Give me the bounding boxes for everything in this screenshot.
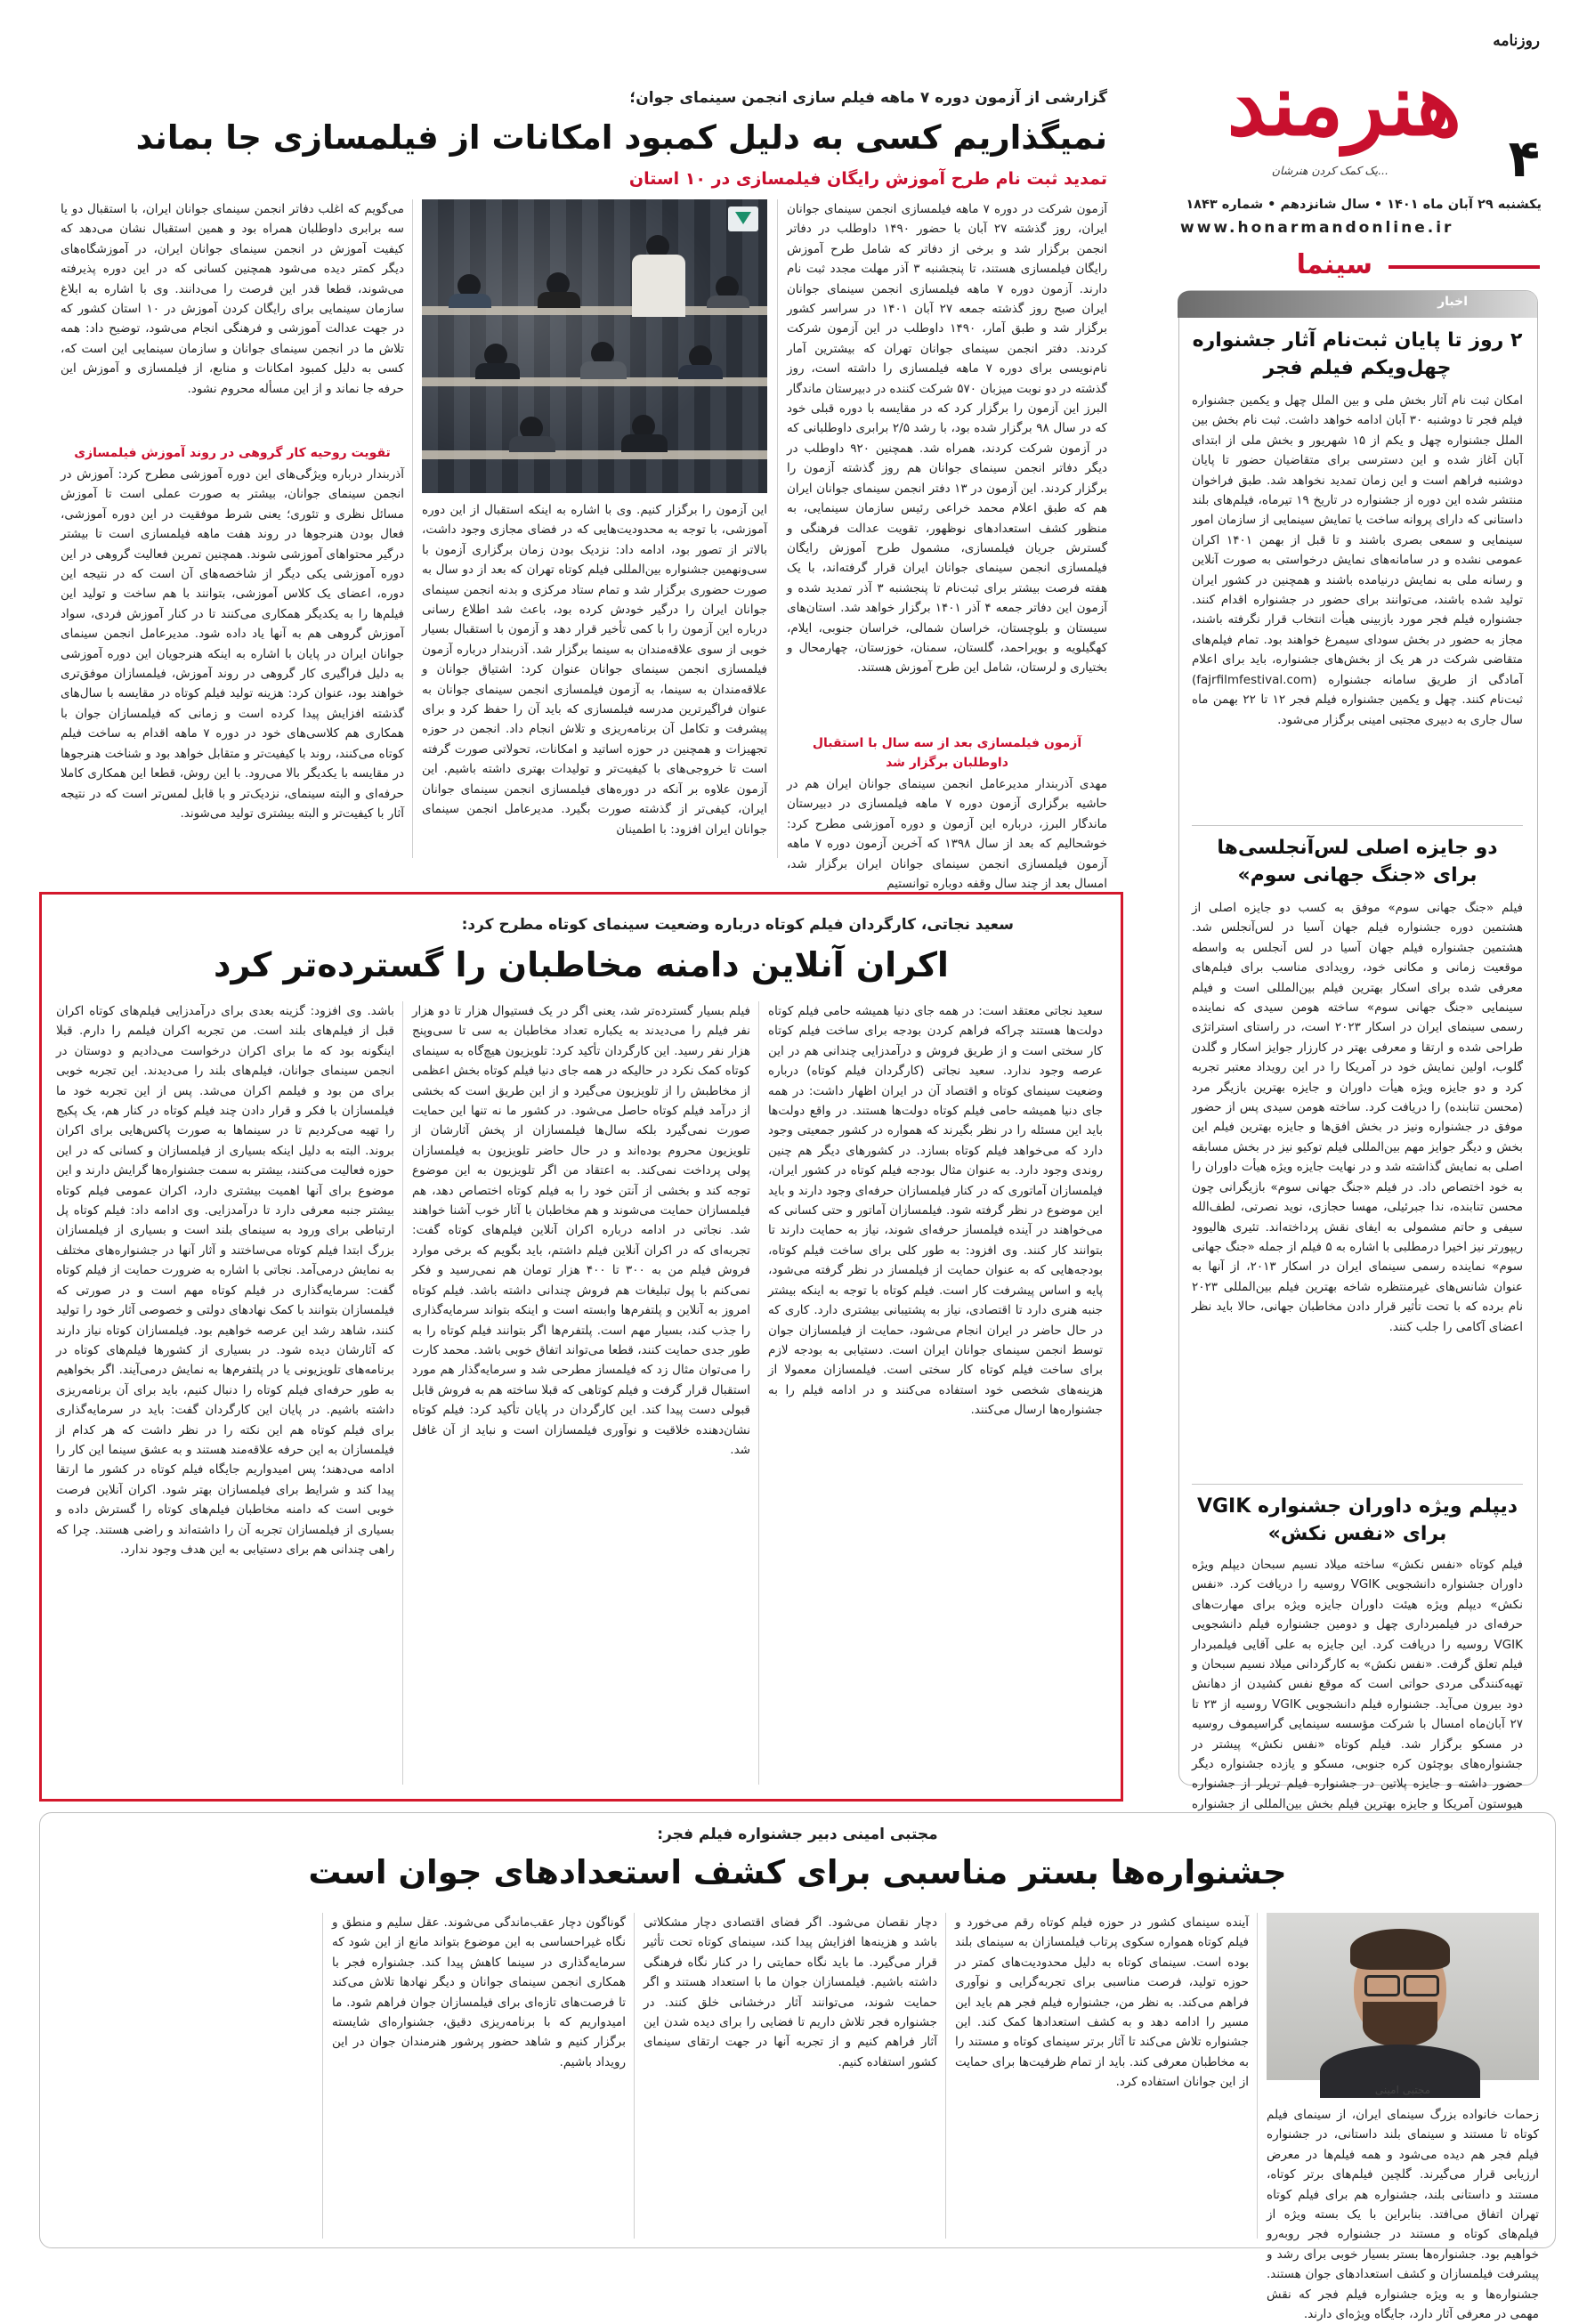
interview-kicker: سعید نجاتی، کارگردان فیلم کوتاه درباره وضعیت سینمای کوتاه مطرح کرد: xyxy=(461,916,1014,934)
lead-col-3-text: می‌گویم که اغلب دفاتر انجمن سینمای جوانان ایران، با استقبال دو یا سه برابری داوطلبان همراه بود و همین استقبال نشان می‌دهد که کیفیت آموزش در انجمن سینمای جوانان ایران، در آموزشگاه‌های دیگر کمتر دیده می‌شود همچنین کسانی که در این دوره پذیرفته می‌شوند، قطعا قدر این فرصت را می‌دانند. وی با اشاره به ابلاغ سازمان سینمایی برای رایگان کردن آموزش در ۱۰ استان کشور که در جهت عدالت آموزشی و فرهنگی انجام می‌شود، توضیح داد: همه تلاش ما در انجمن سینمای جوانان و سازمان سینمایی این است که، کسی به دلیل کمبود امکانات و منابع، از فیلمسازی و آموزش این حرفه جا نماند و از این مسأله محروم نشود. xyxy=(61,202,405,396)
lead-col-3 xyxy=(61,199,404,858)
interview-article xyxy=(39,892,1123,1802)
lead-kicker: گزارشی از آزمون دوره ۷ ماهه فیلم سازی انجمن سینمای جوان؛ xyxy=(629,89,1107,107)
lead-col-1-text: آزمون شرکت در دوره ۷ ماهه فیلمسازی انجمن سینمای جوانان ایران، روز گذشته ۲۷ آبان با حضور ۱۴۹۰ داوطلب در دفاتر انجمن برگزار شد و برخی از دفاتر که شامل طرح آموزش رایگان فیلمسازی هستند، تا پنجشنبه ۳ آذر مهلت مجدد ثبت نام دارند. آزمون دوره ۷ ماهه فیلمسازی انجمن سینمای جوانان ایران صبح روز گذشته جمعه ۲۷ آبان ۱۴۰۱ در سراسر کشور برگزار شد و طبق آمار، ۱۴۹۰ داوطلب در این آزمون شرکت کردند. دفتر انجمن سینمای جوانان تهران که بیشترین آمار نام‌نویسی برای دوره ۷ ماهه فیلمسازی را داشته است، روز گذشته در دو نوبت میزبان ۵۷۰ شرکت کننده در دبیرستان ماندگار البرز این آزمون را برگزار کرد که در مقایسه با دوره قبلی خود که در سال ۹۸ برگزار شده بود، با رشد ۲/۵ برابری داوطلبانی که در آزمون شرکت کردند، همراه شد. همچنین ۹۲۰ داوطلب در دیگر دفاتر انجمن سینمای جوانان هم روز گذشته آزمون را برگزار کردند. این آزمون در ۱۳ دفتر انجمن سینمای جوانان ایران هم که طبق اعلام محمد خراعی رئیس سازمان سینمایی، به منظور کشف استعدادهای نوظهور، تقویت عدالت فرهنگی و گسترش جریان فیلمسازی، مشمول طرح آموزش رایگان فیلمسازی انجمن سینمای جوانان ایران قرار گرفته‌اند، با یک هفته فرصت بیشتر برای ثبت‌نام تا پنجشنبه ۳ آذر تمدید شده و آزمون این دفاتر جمعه ۴ آذر ۱۴۰۱ برگزار خواهد شد. استان‌های سیستان و بلوچستان، خراسان شمالی، خراسان جنوبی، ایلام، کهگیلویه و بویراحمد، گلستان، سمنان، خوزستان، چهارمحال و بختیاری و لرستان، شامل این طرح آموزش هستند. xyxy=(787,202,1107,676)
section-rule xyxy=(1389,265,1540,269)
lead-col-1-subhead: آزمون فیلمسازی بعد از سه سال با استقبال داوطلبان برگزار شد xyxy=(812,736,1082,770)
interview-col-2: فیلم بسیار گسترده‌تر شد، یعنی اگر در یک فستیوال هزار تا دو هزار نفر فیلم را می‌دیدند به یکباره تعداد مخاطبان به سی تا سی‌وپنج هزار نفر رسید. این کارگردان تأکید کرد: تلویزیون هیچ‌گاه به سینمای کوتاه کمک نکرد در حالیکه در همه جای دنیا فیلم کوتاه بخش اعظمی از مخاطبش را از تلویزیون می‌گیرد و از این طریق است که بخشی از درآمد فیلم کوتاه حاصل می‌شود. در کشور ما نه تنها این حمایت صورت نمی‌گیرد بلکه سال‌ها فیلمسازان از پخش آثارشان از تلویزیون محروم بوده‌اند و در حال حاضر تلویزیون به فیلمسازان پولی پرداخت نمی‌کند. به اعتقاد من اگر تلویزیون به این موضوع توجه کند و بخشی از آنتن خود را به فیلم کوتاه اختصاص دهد، هم فیلمسازان حمایت می‌شوند و هم مخاطبان با آثار خوب آشنا خواهند شد. نجاتی در ادامه درباره اکران آنلاین فیلم‌های کوتاه گفت: تجربه‌ای که در اکران آنلاین فیلم داشتم، باید بگویم که برخی موارد فروش فیلم من به ۳۰۰ تا ۴۰۰ هزار تومان هم نمی‌رسید و فکر نمی‌کنم با پول تبلیغات هم فروش چندانی داشته باشد. فیلم کوتاه امروز به آنلاین و پلتفرم‌ها وابسته است و اینکه بتواند سرمایه‌گذاری را جذب کند، بسیار مهم است. پلتفرم‌ها اگر بتوانند فیلم کوتاه را به طور جدی حمایت کنند، قطعا می‌تواند اتفاق خوبی باشد. محمد کارت را می‌توان مثال زد که فیلمساز مطرحی شد و سرمایه‌گذار هم مورد استقبال قرار گرفت و فیلم کوتاهی که قبلا ساخته هم به فروش قابل قبولی دست پیدا کند. این کارگردان در پایان تأکید کرد: فیلم کوتاه نشان‌دهنده خلاقیت و نوآوری فیلمسازان است و نباید از آن غافل شد. xyxy=(412,1004,750,1457)
website[interactable]: www.honarmandonline.ir xyxy=(1180,219,1454,237)
lead-col-1-tail: مهدی آذربندار مدیرعامل انجمن سینمای جوانان ایران هم در حاشیه برگزاری آزمون دوره ۷ ماهه فیلمسازی در دبیرستان ماندگار البرز، درباره این آزمون و دوره آموزشی مطرح کرد: خوشحالیم که بعد از سال ۱۳۹۸ که آخرین آزمون دوره ۷ ماهه آزمون فیلمسازی انجمن سینمای جوانان ایران برگزار شد، امسال بعد از چند سال وقفه دوباره توانستیم xyxy=(787,777,1107,892)
interview-headline[interactable]: اکران آنلاین دامنه مخاطبان را گسترده‌تر کرد xyxy=(214,945,949,984)
bottom-col-2: آینده سینمای کشور در حوزه فیلم کوتاه رقم می‌خورد و فیلم کوتاه همواره سکوی پرتاب فیلمسازان به سینمای بلند بوده است. سینمای کوتاه به دلیل محدودیت‌های کمتر در حوزه تولید، فرصت مناسبی برای تجربه‌گرایی و نوآوری فراهم می‌کند. به نظر من، جشنواره فیلم فجر هم باید این مسیر را ادامه دهد و به کشف استعدادها کمک کند. این جشنواره تلاش می‌کند تا آثار برتر سینمای کوتاه و مستند را به مخاطبان معرفی کند. باید از تمام ظرفیت‌ها برای حمایت از این جوانان استفاده کرد. xyxy=(955,1915,1249,2090)
lead-subheadline: تمدید ثبت نام طرح آموزش رایگان فیلمسازی در ۱۰ استان xyxy=(628,169,1107,189)
lead-col-3-tail: آذربندار درباره ویژگی‌های این دوره آموزشی مطرح کرد: آموزش در انجمن سینمای جوانان، بیشتر به صورت عملی است تا آموزش مسائل نظری و تئوری؛ یعنی شرط موفقیت در این دوره آموزشی، فعال بودن هنرجوها در روند هفت ماهه فیلمسازی است تا بیشتر درگیر محتواهای آموزشی شوند. همچنین تمرین فعالیت گروهی در این دوره آموزشی یکی دیگر از شاخصه‌های آن است که در نتیجه این دوره، اعضای یک کلاس آموزشی، بتوانند با هم ساخت و تولید این فیلم‌ها را به یکدیگر همکاری می‌کنند تا در کنار آموزش فردی، سواد آموزش گروهی هم به آنها یاد داده شود. مدیرعامل انجمن سینمای جوانان ایران در پایان با اشاره به اینکه هنرجویان این دوره آموزشی به دلیل فراگیری کار گروهی در روند آموزش، فیلمسازان موفق‌تری خواهند بود، عنوان کرد: هزینه تولید فیلم کوتاه در مقایسه با سال‌های گذشته افزایش پیدا کرده است و زمانی که فیلمسازان جوان با همکاری هم کلاسی‌های خود در دوره ۷ ماهه اقدام به ساخت فیلم کوتاه می‌کنند، روند با کیفیت‌تر و متقابل خواهد بود و شناخت هنرجوها در مقایسه با یکدیگر بالا می‌رود. با این روش، قطعا این همکاری کاملا حرفه‌ای و البته سینمای، نزدیک‌تر و با قابل لمس‌تر است که در نتیجه آثار با کیفیت‌تر و البته بیشتری تولید می‌شوند. xyxy=(61,467,404,821)
news-item-title[interactable]: دیپلم ویژه داوران جشنواره VGIK برای «نفس نکش» xyxy=(1196,1495,1518,1545)
lead-article xyxy=(53,89,1116,890)
news-item xyxy=(1192,327,1523,809)
news-divider xyxy=(1192,825,1523,826)
bottom-col-4: گوناگون دچار عقب‌ماندگی می‌شوند. عقل سلیم و منطق و نگاه غیراحساسی به این موضوع بتواند مانع از این شود که سرمایه‌گذاری در سینما کاهش پیدا کند. جشنواره فجر با همکاری انجمن سینمای جوانان و دیگر نهادها تلاش می‌کند تا فرصت‌های تازه‌ای برای فیلمسازان جوان فراهم شود. ما امیدواریم که با برنامه‌ریزی دقیق، جشنواره‌ای شایسته برگزار کنیم و شاهد حضور پرشور هنرمندان جوان در این رویداد باشیم. xyxy=(332,1915,626,2069)
interview-col-1: سعید نجاتی معتقد است: در همه جای دنیا همیشه حامی فیلم کوتاه دولت‌ها هستند چراکه فراهم کردن بودجه برای ساخت فیلم کوتاه کار سختی است و از طریق فروش و درآمدزایی چندانی هم در این عرصه وجود ندارد. سعید نجاتی (کارگردان فیلم کوتاه) درباره وضعیت سینمای کوتاه و اقتصاد آن در ایران اظهار داشت: در همه جای دنیا همیشه حامی فیلم کوتاه دولت‌ها هستند. در واقع دولت‌ها باید این مسئله را در نظر بگیرند که همواره در کشور جمعیتی وجود دارد که می‌خواهد فیلم کوتاه بسازد. در کشورهای دیگر هم چنین روندی وجود دارد. به عنوان مثال بودجه فیلم کوتاه در کشور ایران، فیلمسازان آماتوری که در کنار فیلمسازان حرفه‌ای وجود دارند و باید این موضوع در نظر گرفته شود. فیلمسازان آماتور و حتی کسانی که می‌خواهند در آینده فیلمساز حرفه‌ای شوند، نیاز به حمایت دارند تا بتوانند کار کنند. وی افزود: به طور کلی برای ساخت فیلم کوتاه، بودجه‌هایی که به عنوان حمایت از فیلمساز در نظر گرفته می‌شود، پایه و اساس پیشرفت کار است. فیلم کوتاه با توجه به اینکه بیشتر جنبه هنری دارد تا اقتصادی، نیاز به پشتیبانی بیشتری دارد. کاری که در حال حاضر در ایران انجام می‌شود، حمایت از فیلمسازان جوان توسط انجمن سینمای جوانان ایران است. دستیابی به بودجه لازم برای ساخت فیلم کوتاه کار سختی است. فیلمسازان معمولا از هزینه‌های شخصی خود استفاده می‌کنند و در ادامه فیلم را به جشنواره‌ها ارسال می‌کنند. xyxy=(768,1004,1103,1418)
news-divider xyxy=(1192,1484,1523,1485)
news-item xyxy=(1192,834,1523,1494)
news-item-title[interactable]: دو جایزه اصلی لس‌آنجلسی‌ها برای «جنگ جهانی سوم» xyxy=(1217,837,1498,887)
section-label: سینما xyxy=(1296,249,1372,280)
bottom-col-1: زحمات خانواده بزرگ سینمای ایران، از سینمای فیلم کوتاه تا مستند و سینمای بلند داستانی، در جشنواره فیلم فجر هم دیده می‌شود و همه فیلم‌ها در معرض ارزیابی قرار می‌گیرند. گلچین فیلم‌های برتر کوتاه، مستند و داستانی بلند، جشنواره هم برای فیلم کوتاه تهران اتفاق می‌افتد. بنابراین با یک بسته ویژه از فیلم‌های کوتاه و مستند در جشنواره فجر روبه‌رو خواهیم بود. جشنواره‌ها بستر بسیار خوبی برای رشد و پیشرفت فیلمسازان و کشف استعدادهای جوان هستند. جشنواره‌ها و به ویژه جشنواره فیلم فجر که نقش مهمی در معرفی آثار دارد، جایگاه ویژه‌ای دارند. xyxy=(1267,2108,1539,2322)
bottom-kicker: مجتبی امینی دبیر جشنواره فیلم فجر: xyxy=(657,1826,938,1843)
news-item-body: فیلم کوتاه «نفس نکش» ساخته میلاد نسیم سبحان دیپلم ویژه داوران جشنواره دانشجویی VGIK روسیه را دریافت کرد. «نفس نکش» دیپلم ویژه هیئت داوران جایزه ویژه برای مهارت‌های حرفه‌ای در فیلمبرداری چهل و دومین جشنواره فیلم دانشجویی VGIK روسیه را دریافت کرد. این جایزه به علی آقایی فیلمبردار فیلم تعلق گرفت. «نفس نکش» به کارگردانی میلاد نسیم سبحان و تهیه‌کنندگی مردی حواتی است که موقع نفس کشیدن از دهانش دود بیرون می‌آید. جشنواره فیلم دانشجویی VGIK روسیه از ۲۳ تا ۲۷ آبان‌ماه امسال با شرکت مؤسسه سینمایی گراسیموف روسیه در مسکو برگزار شد. فیلم کوتاه «نفس نکش» پیشتر در جشنواره‌های بوچئون کره جنوبی، مسکو و یازده جشنواره دیگر حضور داشته و جایزه پلاتین در جشنواره فیلم تریلر از جشنواره هیوستون آمریکا و جایزه بهترین فیلم بخش بین‌المللی از جشنواره xyxy=(1192,1558,1523,1811)
date-line: یکشنبه ۲۹ آبان ماه ۱۴۰۱ • سال شانزدهم • شماره ۱۸۴۳ xyxy=(1186,198,1542,212)
lead-col-1 xyxy=(787,199,1107,892)
news-sidebar xyxy=(1178,290,1538,1811)
interview-col-3: باشد. وی افزود: گزینه بعدی برای درآمدزایی فیلم‌های کوتاه اکران قبل از فیلم‌های بلند است. من تجربه اکران فیلمم را دارم. قبلا اینگونه بود که ما برای اکران درخواست می‌دادیم و دوستان در انجمن سینمای جوانان، فیلم‌های بلند را می‌دیدند. این تجربه خوبی برای من بود و فیلمم اکران می‌شد. پس از این تجربه خود ما فیلمسازان با فکر و قرار دادن چند فیلم کوتاه در کنار هم، یک پکیج را تهیه می‌کردیم تا در سینماها به صورت پاکس‌هایی برای اکران بروند. البته به دلیل اینکه بسیاری از فیلمسازان و کسانی که در این حوزه فعالیت می‌کنند، بیشتر به سمت جشنواره‌ها گرایش دارند و این موضوع برای آنها اهمیت بیشتری دارد، اکران عمومی فیلم کوتاه بیشتر جنبه معرفی دارد تا درآمدزایی. وی ادامه داد: فیلم کوتاه پل ارتباطی برای ورود به سینمای بلند است و بسیاری از فیلمسازان بزرگ ابتدا فیلم کوتاه می‌ساختند و آثار آنها در جشنواره‌های مختلف به نمایش درمی‌آمد. نجاتی با اشاره به ضرورت حمایت از فیلم کوتاه گفت: سرمایه‌گذاری در فیلم کوتاه مهم است و در صورتی که فیلمسازان بتوانند با کمک نهادهای دولتی و خصوصی آثار خود را تولید کنند، شاهد رشد این عرصه خواهیم بود. فیلمسازان کوتاه نیاز دارند که آثارشان دیده شود. در بسیاری از کشورها فیلم‌های کوتاه در برنامه‌های تلویزیونی یا در پلتفرم‌ها به نمایش درمی‌آیند. اگر بخواهیم به طور حرفه‌ای فیلم کوتاه را دنبال کنیم، باید برای آن برنامه‌ریزی داشته باشیم. در پایان این کارگردان گفت: باید در سرمایه‌گذاری برای فیلم کوتاه هم این نکته را در نظر داشت که هر کدام از فیلمسازان به این حرفه علاقه‌مند هستند و به عشق سینما این کار را ادامه می‌دهند؛ پس امیدواریم جایگاه فیلم کوتاه در کشور ما ارتقا پیدا کند و شرایط برای فیلمسازان بهتر شود. اکران آنلاین فرصت خوبی است که دامنه مخاطبان فیلم‌های کوتاه را گسترش داده و بسیاری از فیلمسازان تجربه آن را داشته‌اند و راضی هستند. چرا که راهی چندانی هم برای دستیابی به این هدف وجود ندارد. xyxy=(56,1004,394,1557)
news-item-body: امکان ثبت نام آثار بخش ملی و بین الملل چهل و یکمین جشنواره فیلم فجر تا دوشنبه ۳۰ آبان ادامه خواهد داشت. ثبت نام بخش بین الملل جشنواره چهل و یکم از ۱۵ شهریور و بخش ملی از ابتدای آبان آغاز شده و این دسترسی برای متقاضیان حضور تا پایان دوشنبه فراهم است و این زمان تمدید نخواهد شد. طبق فراخوان منتشر شده این دوره از جشنواره در تاریخ ۱۹ تیرماه، فیلم‌های بلند داستانی که دارای پروانه ساخت یا تمایش سینمایی از سازمان امور سینمایی و سمعی بصری باشند و تا قبل از بهمن ۱۴۰۱ اکران عمومی نشده و در سامانه‌های نمایش درخواستی به صورت آنلاین و رسانه ملی به نمایش درنیامده باشند و همچنین در کشور ایران تولید شده باشند، می‌توانند برای حضور در جشنواره اقدام کنند. جشنواره فیلم فجر مورد بازبینی هیأت انتخاب قرار نگرفته باشند، مجاز به حضور در بخش سودای سیمرغ خواهند بود. تمام فیلم‌های متقاضی شرکت در هر یک از بخش‌های جشنواره، باید برای اعلام آمادگی از طریق سامانه جشنواره (fajrfilmfestival.com) ثبت‌نام کنند. چهل و یکمین جشنواره فیلم فجر ۱۲ تا ۲۲ بهمن ماه سال جاری به دبیری مجتبی امینی برگزار می‌شود. xyxy=(1192,393,1524,727)
amini-portrait xyxy=(1267,1913,1539,2080)
masthead-logo: هنرمند xyxy=(1227,54,1461,155)
news-badge-label: اخبار xyxy=(1437,295,1468,309)
bottom-col-5 xyxy=(56,1913,314,2239)
slogan: ...یک کمک کردن هنرشان xyxy=(1271,164,1389,177)
news-item-body: فیلم «جنگ جهانی سوم» موفق به کسب دو جایزه اصلی از هشتمین دوره جشنواره فیلم جهان آسیا در لس‌آنجلس شد. هشتمین جشنواره فیلم جهان آسیا در لس آنجلس به واسطه موقعیت زمانی و مکانی خود، رویدادی مناسب برای فیلم‌های معرفی شده برای اسکار بهترین فیلم بین‌المللی است و فیلم سینمایی «جنگ جهانی سوم» ساخته هومن سیدی که نماینده رسمی سینمای ایران در اسکار ۲۰۲۳ است، در راستای استراتژی طراحی شده و ارتقا و معرفی بهتر در کارزار جوایز اسکار و گلدن گلوب، اولین نمایش خود در آمریکا را در این رویداد معتبر تجربه کرد و دو جایزه ویژه هیأت داوران و جایزه بهترین بازیگر مرد (محسن تنابنده) را دریافت کرد. ساخته هومن سیدی پس از حضور موفق در جشنواره ونیز در بخش افق‌ها و جایزه بهترین فیلم این بخش و دیگر جوایز مهم بین‌المللی فیلم توکیو نیز در بخش مسابقه اصلی به نمایش گذاشته شد و در نهایت جایزه ویژه هیأت داوران را به خود اختصاص داد. در فیلم «جنگ جهانی سوم» بازیگرانی چون محسن تنابنده، ندا جبرئیلی، مهسا حجازی، نوید نصرتی، لطف‌الله سیفی و حاتم مشمولی به ایفای نقش پرداخته‌اند. تئیری هالیوود ریپورتر نیز اخیرا درمطلبی با اشاره به ۵ فیلم از جمله «جنگ جهانی سوم» نماینده رسمی سینمای ایران در اسکار ۲۰۱۳، از آنها به عنوان شانس‌های غیرمنتظره شاخه بهترین فیلم بین‌المللی ۲۰۲۳ نام برده که با تحت تأثیر قرار دادن مخاطبان جهانی، حالا باید نظر اعضای آکامی را جلب کنند. xyxy=(1192,901,1523,1334)
news-badge xyxy=(1178,291,1537,318)
photo-caption: مجتبی امینی xyxy=(1374,2084,1431,2096)
masthead xyxy=(1170,0,1595,267)
news-item-title[interactable]: ۲ روز تا پایان ثبت‌نام آثار جشنواره چهل‌ویکم فیلم فجر xyxy=(1192,329,1523,379)
lead-col-2-text: این آزمون را برگزار کنیم. وی با اشاره به اینکه استقبال از این دوره آموزشی، با توجه به محدودیت‌هایی که در فضای مجازی وجود داشت، بالاتر از تصور بود، ادامه داد: نزدیک بودن زمان برگزاری آزمون با سی‌ونهمین جشنواره بین‌المللی فیلم کوتاه تهران که بعد از دو سال به صورت حضوری برگزار شد و تمام ستاد مرکزی و بدنه انجمن سینمای جوانان ایران را درگیر خودش کرده بود، باعث شد اطلاع رسانی درباره این آزمون را با کمی تأخیر قرار دهد و آزمون با استقبال بسیار خوبی از سوی علاقه‌مندان به سینما برگزار شد. آذربندار درباره آزمون فیلمسازی انجمن سینمای جوانان عنوان کرد: اشتیاق جوانان و علاقه‌مندان به سینما، به آزمون فیلمسازی انجمن سینمای جوانان به عنوان فراگیرترین مدرسه فیلمسازی که باید آن را حفظ کرد و برای پیشرفت و تکامل آن برنامه‌ریزی و تلاش انجام داد. انجمن در حوزه تجهیزات و همچنین در حوزه اساتید و امکانات، تحولاتی صورت گرفته است تا خروجی‌های با کیفیت‌تر و تولیدات بهتری داشته باشیم. این آزمون علاوه بر آنکه در دوره‌های فیلمسازی انجمن سینمای جوانان ایران، کیفی‌تر از گذشته صورت بگیرد. مدیرعامل انجمن سینمای جوانان ایران افزود: با اطمینان xyxy=(422,503,767,837)
bottom-col-3: دچار نقصان می‌شود. اگر فضای اقتصادی دچار مشکلاتی باشد و هزینه‌ها افزایش پیدا کند، سینمای کوتاه تحت تأثیر قرار می‌گیرد. ما باید نگاه حمایتی را در کنار نگاه فرهنگی داشته باشیم. فیلمسازان جوان ما با استعداد هستند و اگر حمایت شوند، می‌توانند آثار درخشانی خلق کنند. در جشنواره فجر تلاش داریم تا فضایی را برای دیده شدن این آثار فراهم کنیم و از تجربه آنها در جهت ارتقای سینمای کشور استفاده کنیم. xyxy=(644,1915,937,2069)
exam-photo xyxy=(422,199,767,493)
logo-tag: روزنامه xyxy=(1493,32,1540,50)
lead-col-3-subhead: تقویت روحیه کار گروهی در روند آموزش فیلمسازی xyxy=(74,446,391,460)
bottom-headline[interactable]: جشنواره‌ها بستر مناسبی برای کشف استعدادهای جوان است xyxy=(308,1853,1287,1891)
page-number: ۴ xyxy=(1508,128,1540,189)
news-item xyxy=(1192,1493,1523,1811)
bottom-article xyxy=(39,1812,1556,2322)
lead-headline[interactable]: نمیگذاریم کسی به دلیل کمبود امکانات از فیلمسازی جا بماند xyxy=(135,118,1107,157)
